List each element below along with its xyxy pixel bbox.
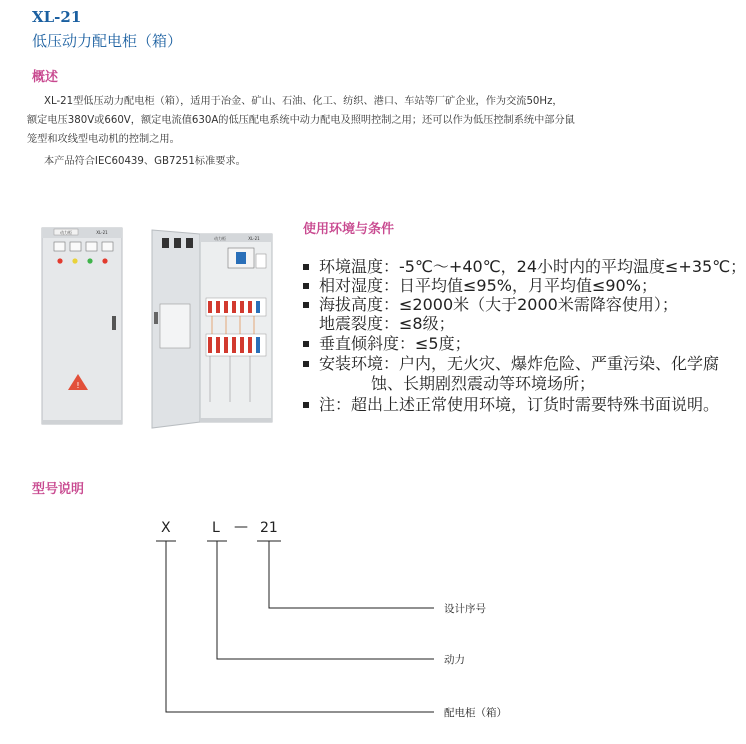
- product-photo: [40, 224, 280, 434]
- closed-cabinet-tag: 动力柜: [60, 230, 72, 235]
- condition-item: 海拔高度：≤2000米（大于2000米需降容使用）；: [303, 292, 678, 315]
- bullet-icon: [303, 302, 309, 308]
- bullet-icon: [303, 361, 309, 367]
- cabinet-illustration: [40, 224, 280, 434]
- overview-line-3: 笼型和攻线型电动机的控制之用。: [27, 134, 180, 145]
- closed-cabinet-label: XL-21: [96, 230, 108, 235]
- condition-item: 地震裂度：≤8级；: [319, 314, 455, 333]
- label-power: 动力: [444, 654, 465, 666]
- open-cabinet-tag: 动力柜: [214, 236, 226, 241]
- model-desc-heading: 型号说明: [32, 482, 85, 497]
- condition-item: 注：超出上述正常使用环境，订货时需要特殊书面说明。: [303, 392, 719, 415]
- conditions-list: [303, 254, 746, 424]
- code-x: X: [161, 520, 171, 536]
- overview-line-2: 额定电压380V或660V，额定电流值630A的低压配电系统中动力配电及照明控制之用；还可以作为低压控制系统中部分鼠: [27, 115, 575, 126]
- condition-item: 环境温度：-5℃～+40℃，24小时内的平均温度≤+35℃；: [303, 254, 746, 277]
- product-model: XL-21: [32, 8, 82, 26]
- overview-heading: 概述: [32, 70, 59, 85]
- conditions-heading: 使用环境与条件: [303, 222, 395, 237]
- overview-line-1: XL-21型低压动力配电柜（箱），适用于冶金、矿山、石油、化工、纺织、港口、车站等厂矿企业，作为交流50Hz，: [44, 96, 563, 107]
- open-cabinet-label: XL-21: [248, 236, 260, 241]
- condition-item: 垂直倾斜度：≤5度；: [303, 331, 471, 354]
- label-design-serial: 设计序号: [444, 603, 486, 615]
- label-distribution-cabinet: 配电柜（箱）: [444, 707, 507, 719]
- code-dash: —: [234, 519, 248, 535]
- bullet-icon: [303, 341, 309, 347]
- code-21: 21: [260, 520, 278, 536]
- condition-item: 相对湿度：日平均值≤95%，月平均值≤90%；: [303, 273, 657, 296]
- overview-line-4: 本产品符合IEC60439、GB7251标准要求。: [44, 156, 246, 167]
- bullet-icon: [303, 402, 309, 408]
- page-title: 低压动力配电柜（箱）: [32, 32, 183, 50]
- condition-item: 蚀、长期剧烈震动等环境场所；: [371, 374, 596, 393]
- bullet-icon: [303, 264, 309, 270]
- code-l: L: [212, 520, 220, 536]
- condition-item: 安装环境：户内，无火灾、爆炸危险、严重污染、化学腐: [303, 351, 719, 374]
- bullet-icon: [303, 283, 309, 289]
- svg-text:!: !: [76, 381, 80, 390]
